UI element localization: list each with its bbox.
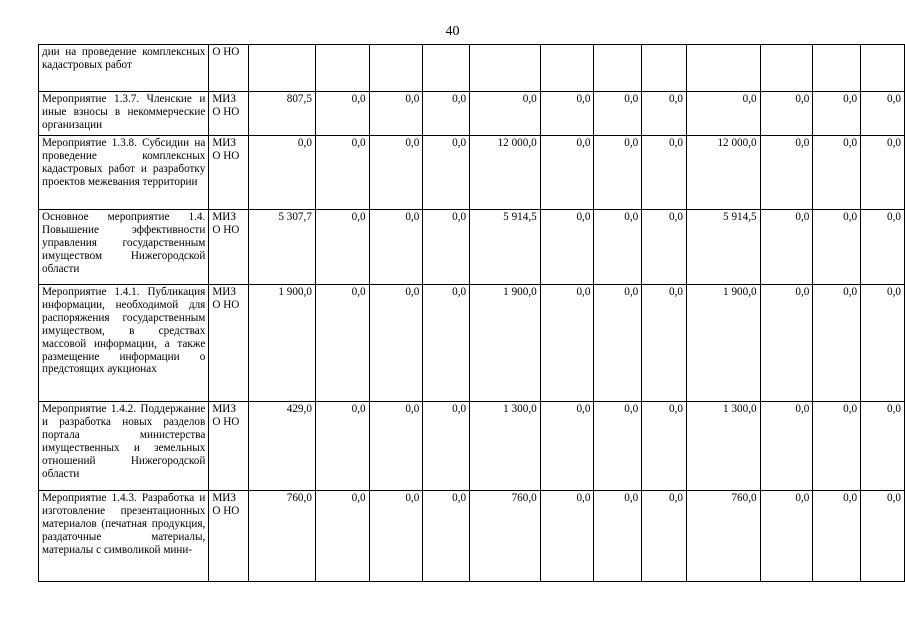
value-cell: 0,0: [470, 92, 541, 136]
value-cell: 0,0: [540, 491, 594, 582]
activity-name: дии на проведение комплексных кадастровых работ: [39, 45, 209, 92]
value-cell: 1 900,0: [470, 285, 541, 402]
value-cell: 0,0: [642, 402, 687, 491]
executor-cell: МИЗ О НО: [209, 491, 249, 582]
value-cell: 0,0: [760, 136, 813, 210]
value-cell: 429,0: [249, 402, 316, 491]
value-cell: 0,0: [540, 92, 594, 136]
value-cell: [540, 45, 594, 92]
value-cell: [813, 45, 861, 92]
table-row: [39, 136, 905, 210]
value-cell: 0,0: [813, 402, 861, 491]
value-cell: 1 900,0: [249, 285, 316, 402]
value-cell: 0,0: [540, 402, 594, 491]
value-cell: 760,0: [470, 491, 541, 582]
value-cell: 0,0: [369, 491, 423, 582]
value-cell: 0,0: [315, 402, 369, 491]
value-cell: [861, 45, 905, 92]
value-cell: 0,0: [423, 285, 470, 402]
value-cell: [249, 45, 316, 92]
value-cell: 0,0: [813, 92, 861, 136]
value-cell: 0,0: [369, 285, 423, 402]
value-cell: [594, 45, 642, 92]
value-cell: 0,0: [423, 92, 470, 136]
value-cell: 0,0: [369, 402, 423, 491]
value-cell: 0,0: [594, 402, 642, 491]
value-cell: 1 900,0: [686, 285, 760, 402]
value-cell: [686, 45, 760, 92]
activity-name: Мероприятие 1.4.1. Публикация информации, необходимой для распоряжения государственным имуществом, в средствах массовой информации, а также размещение информации о предстоящих аукционах: [39, 285, 209, 402]
executor-cell: МИЗ О НО: [209, 402, 249, 491]
value-cell: 0,0: [861, 136, 905, 210]
value-cell: 12 000,0: [686, 136, 760, 210]
value-cell: 0,0: [813, 136, 861, 210]
value-cell: [423, 45, 470, 92]
value-cell: 0,0: [861, 491, 905, 582]
value-cell: 0,0: [813, 285, 861, 402]
value-cell: 0,0: [540, 136, 594, 210]
table-row: [39, 402, 905, 491]
value-cell: 0,0: [315, 285, 369, 402]
value-cell: 0,0: [423, 210, 470, 285]
table-row: [39, 285, 905, 402]
value-cell: 0,0: [315, 92, 369, 136]
value-cell: [470, 45, 541, 92]
value-cell: [315, 45, 369, 92]
value-cell: 0,0: [861, 210, 905, 285]
table-row: [39, 45, 905, 92]
value-cell: 1 300,0: [470, 402, 541, 491]
value-cell: 12 000,0: [470, 136, 541, 210]
page-number: 40: [445, 24, 460, 39]
value-cell: 0,0: [423, 136, 470, 210]
value-cell: 0,0: [760, 491, 813, 582]
value-cell: 0,0: [642, 210, 687, 285]
value-cell: 0,0: [594, 210, 642, 285]
value-cell: 0,0: [540, 210, 594, 285]
value-cell: 0,0: [369, 92, 423, 136]
value-cell: 0,0: [369, 210, 423, 285]
value-cell: 760,0: [249, 491, 316, 582]
value-cell: 0,0: [642, 92, 687, 136]
executor-cell: МИЗ О НО: [209, 136, 249, 210]
activity-name: Мероприятие 1.4.2. Поддержание и разработка новых разделов портала министерства имущественных и земельных отношений Нижегородской области: [39, 402, 209, 491]
budget-table: [38, 44, 905, 582]
value-cell: 0,0: [315, 136, 369, 210]
executor-cell: О НО: [209, 45, 249, 92]
value-cell: 0,0: [423, 491, 470, 582]
table-row: [39, 210, 905, 285]
value-cell: 0,0: [760, 285, 813, 402]
value-cell: 0,0: [861, 285, 905, 402]
value-cell: 807,5: [249, 92, 316, 136]
value-cell: 0,0: [642, 491, 687, 582]
value-cell: [642, 45, 687, 92]
executor-cell: МИЗ О НО: [209, 92, 249, 136]
value-cell: 0,0: [594, 92, 642, 136]
activity-name: Основное мероприятие 1.4. Повышение эффективности управления государственным имуществом Нижегородской области: [39, 210, 209, 285]
value-cell: [369, 45, 423, 92]
value-cell: 0,0: [594, 136, 642, 210]
executor-cell: МИЗ О НО: [209, 210, 249, 285]
activity-name: Мероприятие 1.3.8. Субсидии на проведение комплексных кадастровых работ и разработку проектов межевания территории: [39, 136, 209, 210]
activity-name: Мероприятие 1.3.7. Членские и иные взносы в некоммерческие организации: [39, 92, 209, 136]
value-cell: 0,0: [813, 210, 861, 285]
value-cell: 1 300,0: [686, 402, 760, 491]
value-cell: 5 307,7: [249, 210, 316, 285]
value-cell: 760,0: [686, 491, 760, 582]
value-cell: 0,0: [315, 491, 369, 582]
value-cell: 0,0: [760, 210, 813, 285]
value-cell: 0,0: [642, 136, 687, 210]
activity-name: Мероприятие 1.4.3. Разработка и изготовление презентационных материалов (печатная продукция, раздаточные материалы, материалы с символикой мини-: [39, 491, 209, 582]
value-cell: 0,0: [423, 402, 470, 491]
value-cell: 0,0: [249, 136, 316, 210]
executor-cell: МИЗ О НО: [209, 285, 249, 402]
value-cell: 5 914,5: [470, 210, 541, 285]
value-cell: 0,0: [315, 210, 369, 285]
value-cell: 0,0: [686, 92, 760, 136]
value-cell: [760, 45, 813, 92]
table-row: [39, 491, 905, 582]
table-row: [39, 92, 905, 136]
value-cell: 0,0: [760, 92, 813, 136]
value-cell: 0,0: [861, 92, 905, 136]
value-cell: 0,0: [760, 402, 813, 491]
value-cell: 0,0: [540, 285, 594, 402]
value-cell: 0,0: [642, 285, 687, 402]
value-cell: 0,0: [594, 491, 642, 582]
value-cell: 0,0: [369, 136, 423, 210]
value-cell: 0,0: [861, 402, 905, 491]
value-cell: 5 914,5: [686, 210, 760, 285]
value-cell: 0,0: [813, 491, 861, 582]
value-cell: 0,0: [594, 285, 642, 402]
